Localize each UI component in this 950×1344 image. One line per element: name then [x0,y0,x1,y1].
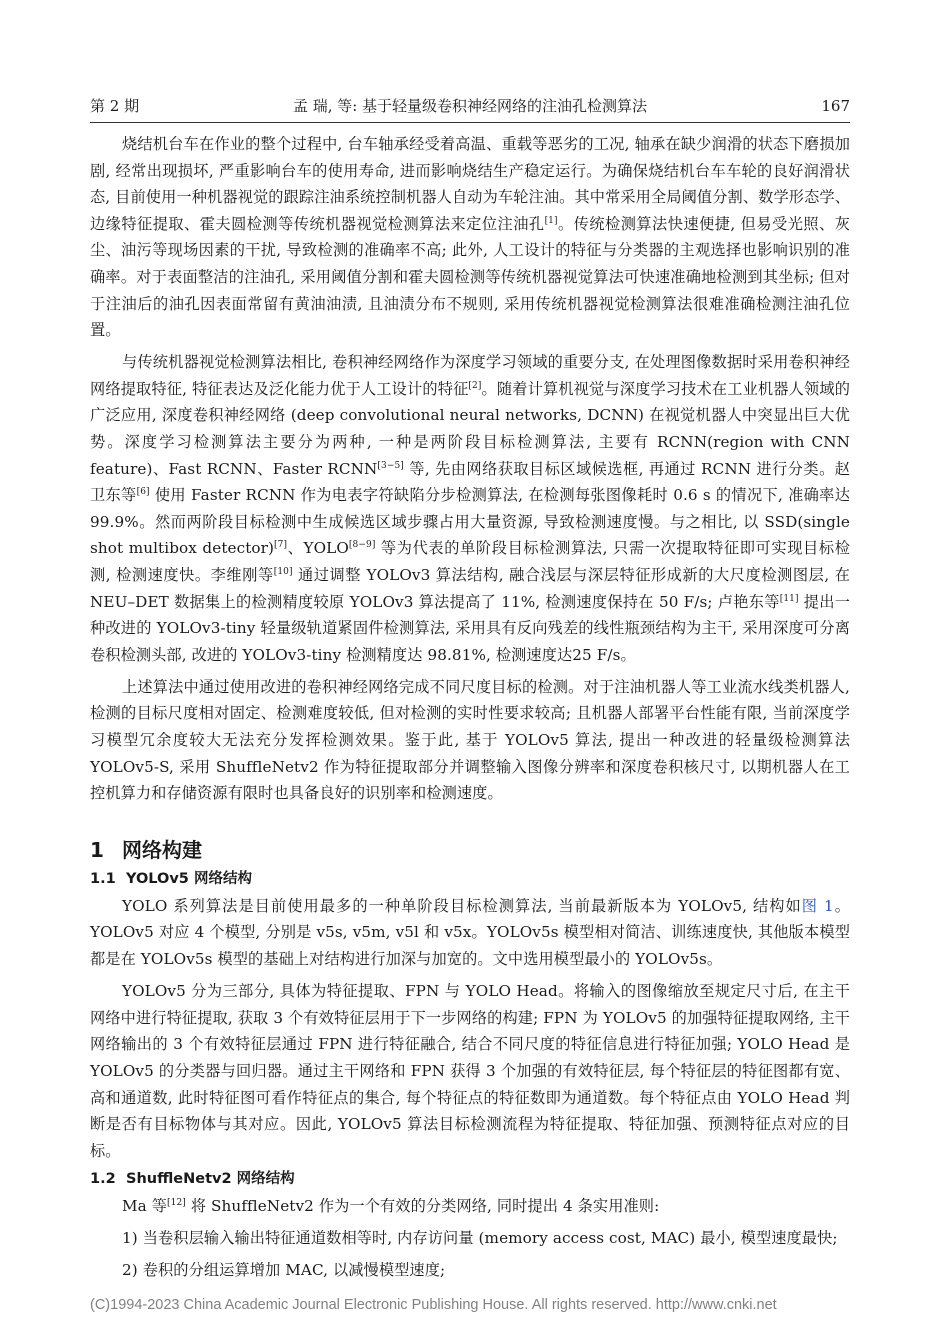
section-heading-1 [90,836,850,864]
citation-10[interactable]: [10] [273,567,293,577]
subsection-heading-1-1 [90,867,850,891]
section-1-2-paragraph-1: Ma 等[12] 将 ShuffleNetv2 作为一个有效的分类网络, 同时提出 4 条实用准则: [122,1197,660,1216]
issue-number: 第 2 期 [90,97,140,115]
running-header [90,96,850,118]
guideline-1: 1) 当卷积层输入输出特征通道数相等时, 内存访问量 (memory access cost, MAC) 最小, 模型速度最快; [122,1229,838,1248]
citation-2[interactable]: [2] [468,380,482,391]
subsection-number: 1.1 [90,870,116,887]
header-rule [90,122,850,123]
intro-paragraph-3: 上述算法中通过使用改进的卷积神经网络完成不同尺度目标的检测。对于注油机器人等工业流水线类机器人, 检测的目标尺度相对固定、检测难度较低, 但对检测的实时性要求较高; 且机器人部署平台性能有限, 当前深度学习模型冗余度较大无法充分发挥检测效果。鉴于此, 基于 YOLOv5 算法, 提出一种改进的轻量级检测算法 YOLOv5-S, 采用 ShuffleNetv2 作为特征提取部分并调整输入图像分辨率和深度卷积核尺寸, 以期机器人在工控机算力和存储资源有限时也具备良好的识别率和检测速度。 [90,677,850,803]
citation-12[interactable]: [12] [167,1198,186,1209]
guideline-2: 2) 卷积的分组运算增加 MAC, 以减慢模型速度; [122,1261,446,1280]
citation-1[interactable]: [1] [544,215,558,226]
citation-6[interactable]: [6] [136,487,150,498]
running-title: 孟 瑞, 等: 基于轻量级卷积神经网络的注油孔检测算法 [292,97,648,115]
copyright-footer: (C)1994-2023 China Academic Journal Electronic Publishing House. All rights reserved. http://www.cnki.net [90,1297,777,1313]
citation-11[interactable]: [11] [779,593,799,604]
subsection-number: 1.2 [90,1171,116,1188]
section-title: 网络构建 [122,837,202,862]
section-1-1-paragraph-1: YOLO 系列算法是目前使用最多的一种单阶段目标检测算法, 当前最新版本为 YOLOv5, 结构如图 1。YOLOv5 对应 4 个模型, 分别是 v5s, v5m, v5l 和 v5x。YOLOv5s 模型相对简洁、训练速度快, 其他版本模型都是在 YOLOv5s 模型的基础上对结构进行加深与加宽的。文中选用模型最小的 YOLOv5s。 [90,896,850,969]
subsection-heading-1-2 [90,1167,850,1191]
subsection-title: ShuffleNetv2 网络结构 [126,1171,295,1188]
section-number: 1 [90,837,104,862]
intro-paragraph-2: 与传统机器视觉检测算法相比, 卷积神经网络作为深度学习领域的重要分支, 在处理图像数据时采用卷积神经网络提取特征, 特征表达及泛化能力优于人工设计的特征[2]。随着计算机视觉与深度学习技术在工业机器人领域的广泛应用, 深度卷积神经网络 (deep convolutional neural networks, DCNN) 在视觉机器人中突显出巨大优势。深度学习检测算法主要分为两种, 一种是两阶段目标检测算法, 主要有 RCNN(region with CNN feature)、Fast RCNN、Faster RCNN[3−5] 等, 先由网络获取目标区域候选框, 再通过 RCNN 进行分类。赵卫东等[6] 使用 Faster RCNN 作为电表字符缺陷分步检测算法, 在检测每张图像耗时 0.6 s 的情况下, 准确率达 99.9%。然而两阶段目标检测中生成候选区域步骤占用大量资源, 导致检测速度慢。与之相比, 以 SSD(single shot multibox detector)[7]、YOLO[8−9] 等为代表的单阶段目标检测算法, 只需一次提取特征即可实现目标检测, 检测速度快。李维刚等[10] 通过调整 YOLOv3 算法结构, 融合浅层与深层特征形成新的大尺度检测图层, 在 NEU–DET 数据集上的检测精度较原 YOLOv3 算法提高了 11%, 检测速度保持在 50 F/s; 卢艳东等[11] 提出一种改进的 YOLOv3-tiny 轻量级轨道紧固件检测算法, 采用具有反向残差的线性瓶颈结构为主干, 采用深度可分离卷积检测头部, 改进的 YOLOv3-tiny 检测精度达 98.81%, 检测速度达25 F/s。 [90,353,851,664]
citation-7[interactable]: [7] [274,540,288,551]
figure-1-link[interactable]: 图 1 [801,896,834,915]
citation-8-9[interactable]: [8−9] [348,540,376,551]
subsection-title: YOLOv5 网络结构 [126,870,252,887]
article-body [90,131,850,1284]
citation-3-5[interactable]: [3−5] [377,460,404,471]
page-number: 167 [821,97,850,115]
intro-paragraph-1: 烧结机台车在作业的整个过程中, 台车轴承经受着高温、重载等恶劣的工况, 轴承在缺少润滑的状态下磨损加剧, 经常出现损坏, 严重影响台车的使用寿命, 进而影响烧结生产稳定运行。为确保烧结机台车车轮的良好润滑状态, 目前使用一种机器视觉的跟踪注油系统控制机器人自动为车轮注油。其中常采用全局阈值分割、数学形态学、边缘特征提取、霍夫圆检测等传统机器视觉检测算法来定位注油孔[1]。传统检测算法快速便捷, 但易受光照、灰尘、油污等现场因素的干扰, 导致检测的准确率不高; 此外, 人工设计的特征与分类器的主观选择也影响识别的准确率。对于表面整洁的注油孔, 采用阈值分割和霍夫圆检测等传统机器视觉算法可快速准确地检测到其坐标; 但对于注油后的油孔因表面常留有黄油油渍, 且油渍分布不规则, 采用传统机器视觉检测算法很难准确检测注油孔位置。 [90,135,851,340]
section-1-1-paragraph-2: YOLOv5 分为三部分, 具体为特征提取、FPN 与 YOLO Head。将输入的图像缩放至规定尺寸后, 在主干网络中进行特征提取, 获取 3 个有效特征层用于下一步网络的构建; FPN 为 YOLOv5 的加强特征提取网络, 主干网络输出的 3 个有效特征层通过 FPN 进行特征融合, 结合不同尺度的特征信息进行特征加强; YOLO Head 是 YOLOv5 的分类器与回归器。通过主干网络和 FPN 获得 3 个加强的有效特征层, 每个特征层的特征图都有宽、高和通道数, 此时特征图可看作特征点的集合, 每个特征点的特征数即为通道数。每个特征点由 YOLO Head 判断是否有目标物体与其对应。因此, YOLOv5 算法目标检测流程为特征提取、特征加强、预测特征点对应的目标。 [90,982,850,1160]
